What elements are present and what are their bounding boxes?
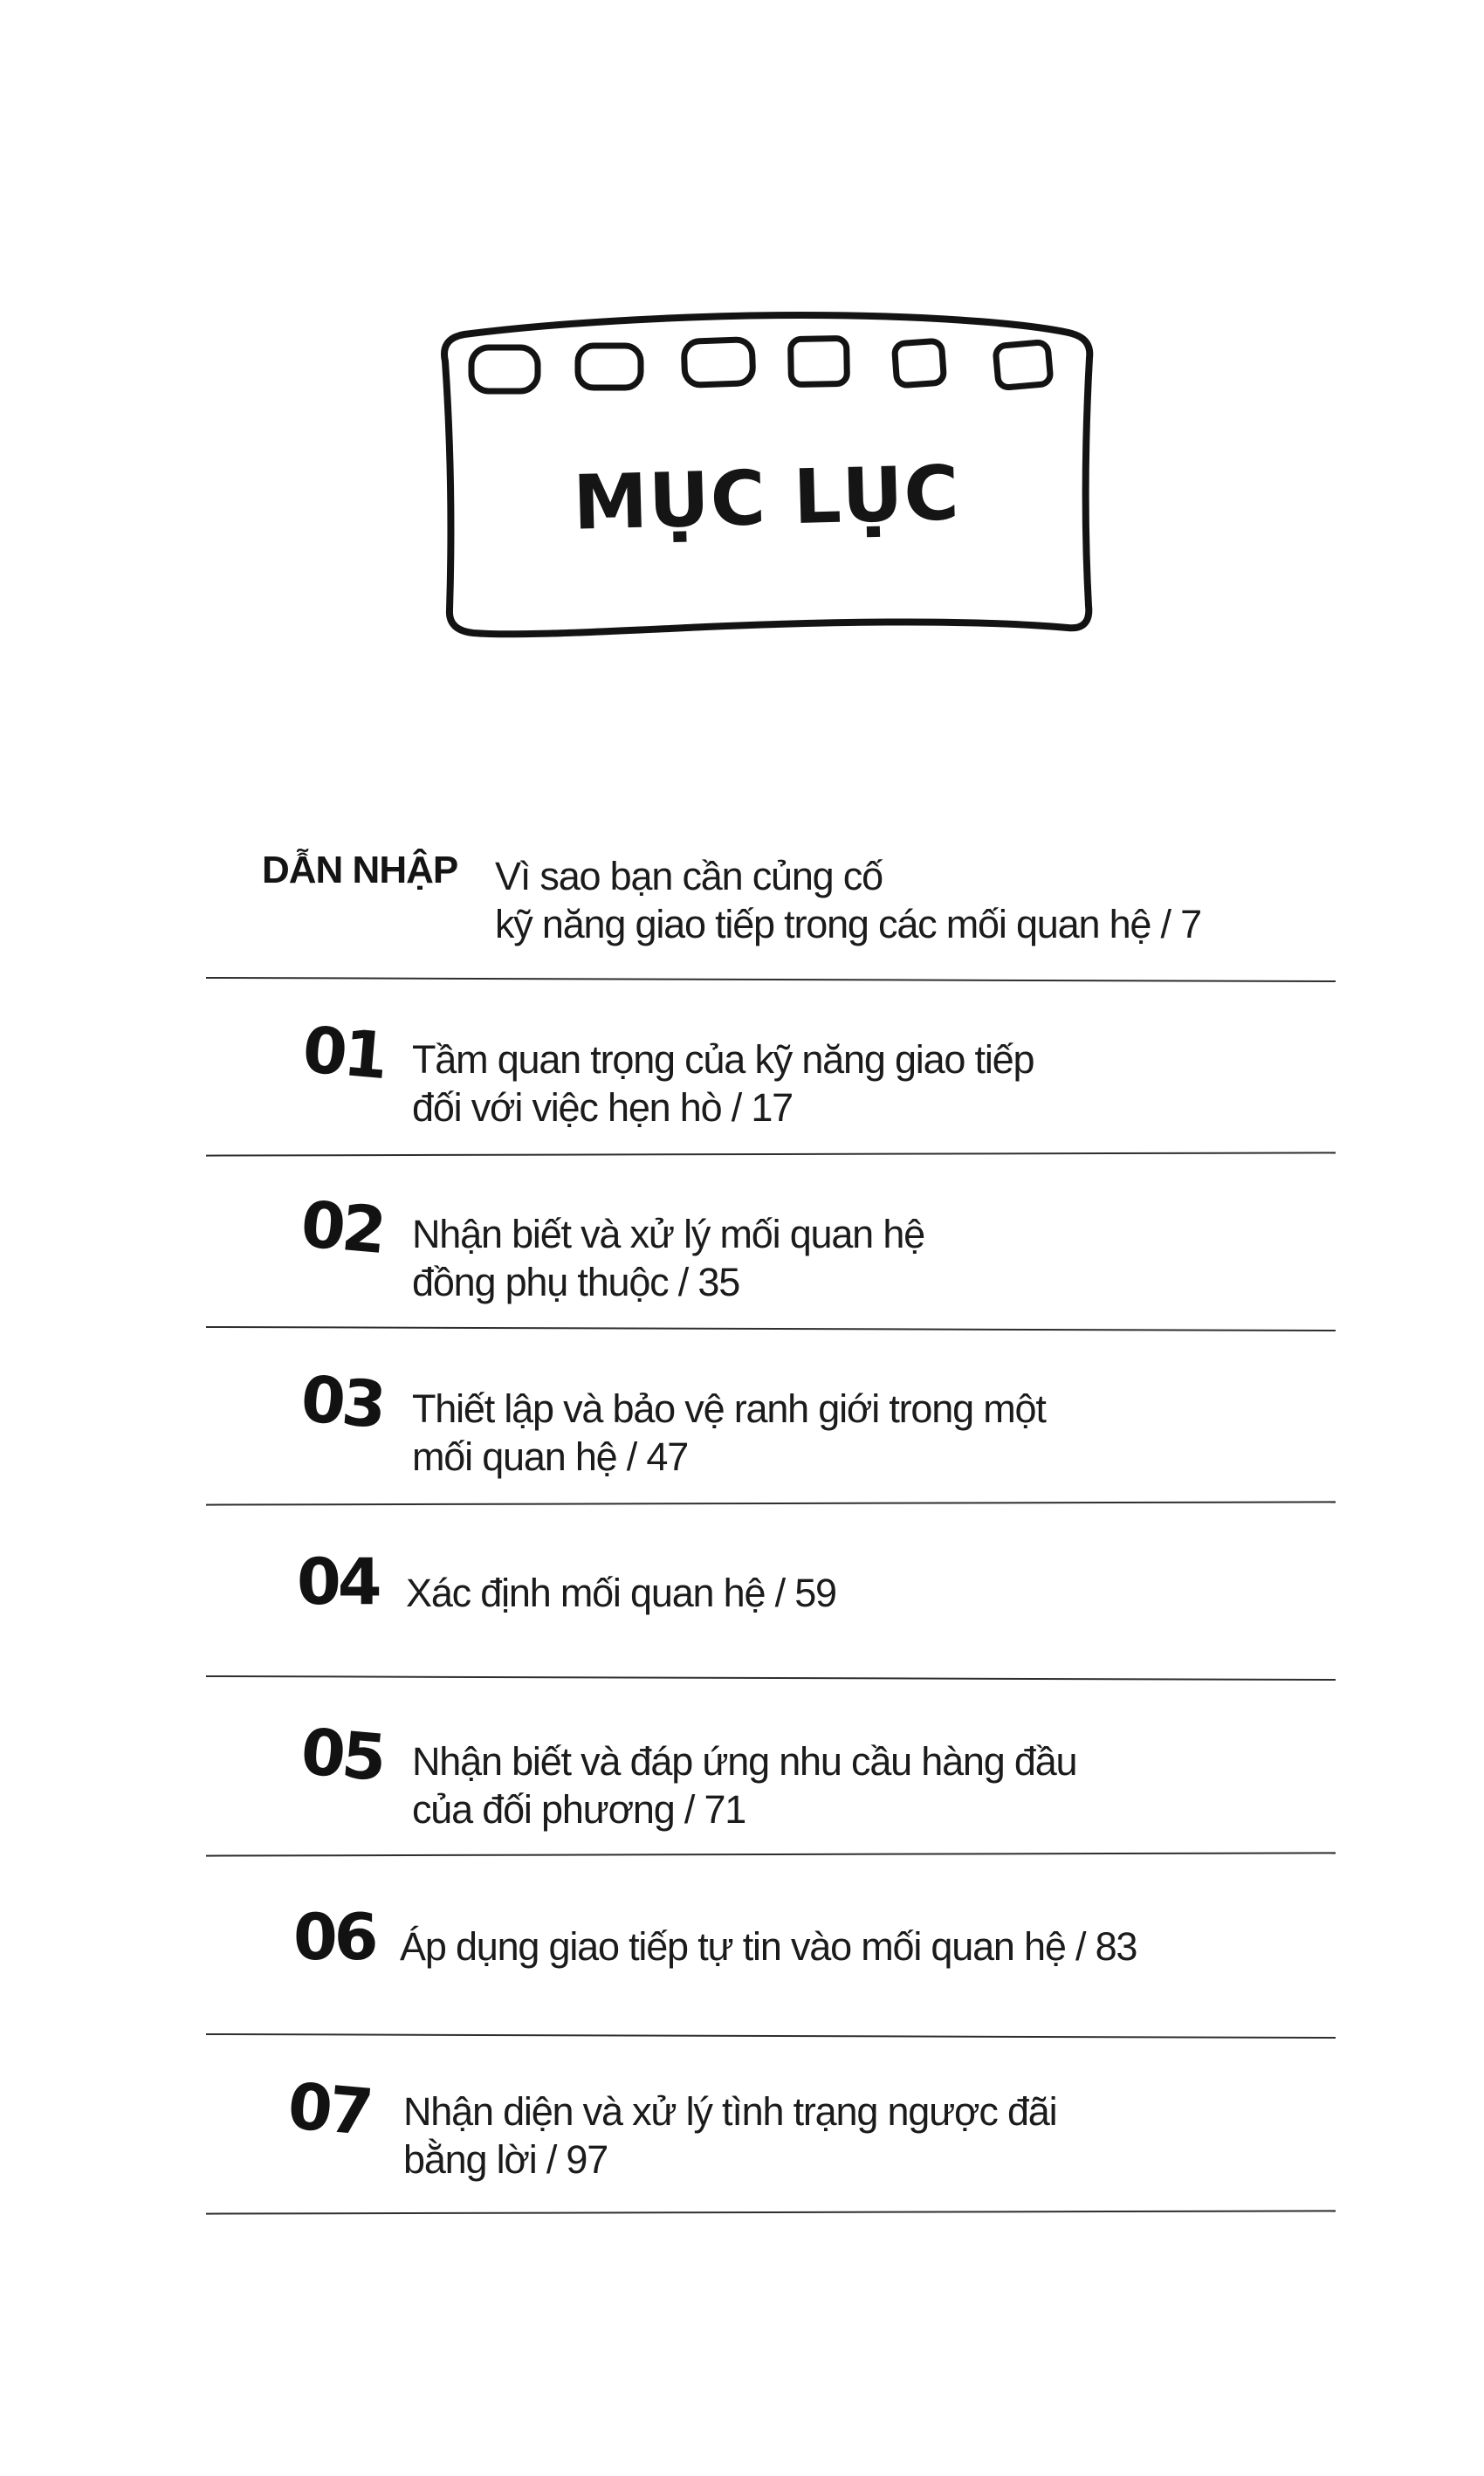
chapter-number: 06	[293, 1901, 375, 1975]
chapter-title	[412, 1385, 1046, 1481]
section-divider	[206, 1152, 1336, 1156]
intro-title	[495, 852, 1201, 948]
entry-line: Tầm quan trọng của kỹ năng giao tiếp	[412, 1037, 1034, 1082]
chapter-title	[412, 1210, 924, 1306]
section-divider	[206, 1852, 1336, 1856]
entry-line: Nhận biết và xử lý mối quan hệ	[412, 1212, 924, 1256]
section-divider	[206, 977, 1336, 982]
section-divider	[206, 1326, 1336, 1331]
chapter-number: 03	[298, 1362, 387, 1443]
chapter-number: 02	[298, 1187, 387, 1269]
notepad-title: MỤC LỤC	[572, 450, 961, 547]
chapter-title	[400, 1922, 1137, 1970]
entry-line: Nhận diện và xử lý tình trạng ngược đãi	[403, 2089, 1057, 2134]
chapter-number: 07	[285, 2069, 374, 2150]
section-divider	[206, 2210, 1336, 2214]
binder-hole-icon	[894, 340, 944, 386]
entry-line: đồng phụ thuộc / 35	[412, 1260, 740, 1304]
section-divider	[206, 1675, 1336, 1681]
section-divider	[206, 1501, 1336, 1505]
entry-line: Áp dụng giao tiếp tự tin vào mối quan hệ / 83	[400, 1924, 1137, 1969]
intro-label: DẪN NHẬP	[262, 849, 458, 891]
chapter-title	[403, 2087, 1056, 2184]
section-divider	[206, 2033, 1336, 2039]
notepad-illustration	[417, 307, 1111, 652]
entry-line: đối với việc hẹn hò / 17	[412, 1085, 793, 1130]
entry-line: kỹ năng giao tiếp trong các mối quan hệ / 7	[495, 902, 1201, 946]
entry-line: Xác định mối quan hệ / 59	[406, 1571, 836, 1615]
binder-hole-icon	[471, 347, 538, 391]
entry-line: bằng lời / 97	[403, 2137, 608, 2182]
chapter-title	[412, 1035, 1034, 1131]
binder-hole-icon	[791, 338, 848, 384]
chapter-number: 01	[299, 1013, 388, 1094]
entry-line: Vì sao bạn cần củng cố	[495, 854, 883, 898]
entry-line: Thiết lập và bảo vệ ranh giới trong một	[412, 1386, 1046, 1431]
binder-hole-icon	[578, 346, 641, 388]
binder-hole-icon	[995, 341, 1051, 388]
entry-line: của đối phương / 71	[412, 1787, 746, 1832]
chapter-number: 05	[298, 1715, 387, 1796]
chapter-title	[412, 1737, 1076, 1833]
binder-hole-icon	[684, 340, 753, 386]
chapter-number: 04	[297, 1545, 379, 1620]
entry-line: mối quan hệ / 47	[412, 1434, 689, 1479]
entry-line: Nhận biết và đáp ứng nhu cầu hàng đầu	[412, 1739, 1077, 1784]
chapter-title	[406, 1569, 836, 1617]
